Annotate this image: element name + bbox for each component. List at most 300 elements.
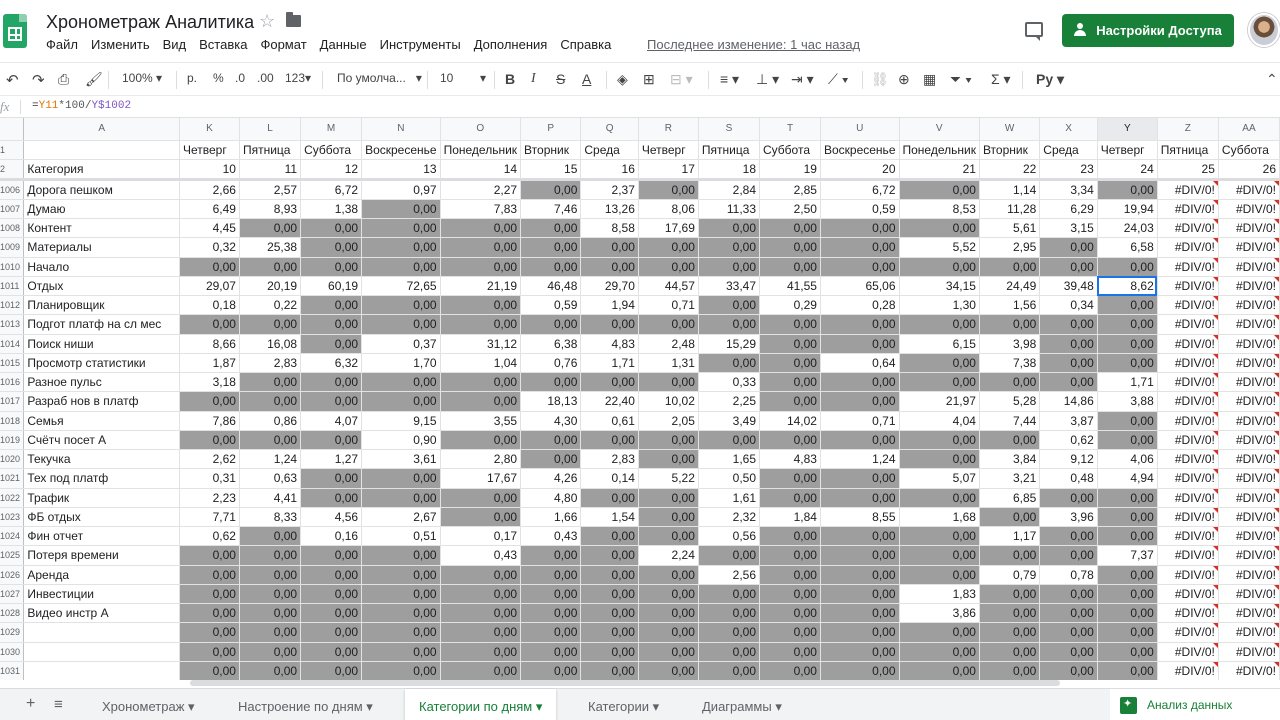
error-cell[interactable]: #DIV/0!: [1157, 430, 1218, 449]
value-cell[interactable]: 18,13: [521, 392, 581, 411]
error-cell[interactable]: #DIV/0!: [1218, 353, 1279, 372]
row-number[interactable]: 1009: [0, 238, 24, 257]
value-cell[interactable]: 0,00: [1097, 527, 1157, 546]
value-cell[interactable]: 0,00: [239, 219, 300, 238]
day-header-cell[interactable]: Понедельник: [899, 140, 979, 159]
value-cell[interactable]: 0,00: [362, 199, 441, 218]
value-cell[interactable]: 5,07: [899, 469, 979, 488]
value-cell[interactable]: 0,43: [440, 546, 520, 565]
error-cell[interactable]: #DIV/0!: [1157, 661, 1218, 680]
value-cell[interactable]: 6,38: [521, 334, 581, 353]
menu-item[interactable]: Формат: [260, 37, 307, 52]
row-number[interactable]: 1031: [0, 661, 24, 680]
row-number[interactable]: 1007: [0, 199, 24, 218]
error-cell[interactable]: #DIV/0!: [1218, 430, 1279, 449]
value-cell[interactable]: 0,00: [440, 623, 520, 642]
row-number[interactable]: 1011: [0, 276, 24, 295]
value-cell[interactable]: 0,00: [760, 373, 821, 392]
day-header-cell[interactable]: Четверг: [1097, 140, 1157, 159]
bold-button[interactable]: B: [505, 71, 516, 87]
day-header-cell[interactable]: Среда: [1040, 140, 1097, 159]
value-cell[interactable]: 0,00: [179, 604, 239, 623]
value-cell[interactable]: 0,00: [581, 584, 638, 603]
value-cell[interactable]: 0,00: [1097, 488, 1157, 507]
merge-cells-icon[interactable]: ⊟ ▾: [670, 71, 693, 87]
day-number-cell[interactable]: 17: [638, 159, 698, 179]
all-sheets-icon[interactable]: ≡: [54, 696, 63, 713]
value-cell[interactable]: 0,00: [979, 315, 1039, 334]
day-number-cell[interactable]: 12: [301, 159, 362, 179]
value-cell[interactable]: 0,00: [440, 257, 520, 276]
row-number[interactable]: 1006: [0, 179, 24, 199]
value-cell[interactable]: 29,07: [179, 276, 239, 295]
day-number-cell[interactable]: 18: [698, 159, 759, 179]
value-cell[interactable]: 0,00: [1097, 507, 1157, 526]
value-cell[interactable]: 0,00: [179, 642, 239, 661]
value-cell[interactable]: 8,58: [581, 219, 638, 238]
menu-item[interactable]: Дополнения: [473, 37, 548, 52]
day-header-cell[interactable]: Вторник: [521, 140, 581, 159]
value-cell[interactable]: 0,51: [362, 527, 441, 546]
value-cell[interactable]: 14,86: [1040, 392, 1097, 411]
value-cell[interactable]: 0,00: [899, 179, 979, 199]
value-cell[interactable]: 0,62: [1040, 430, 1097, 449]
row-number[interactable]: 1024: [0, 527, 24, 546]
value-cell[interactable]: 2,95: [979, 238, 1039, 257]
column-header[interactable]: Q: [581, 118, 638, 140]
value-cell[interactable]: 0,00: [581, 527, 638, 546]
row-number[interactable]: 1008: [0, 219, 24, 238]
day-number-cell[interactable]: 13: [362, 159, 441, 179]
value-cell[interactable]: 1,14: [979, 179, 1039, 199]
value-cell[interactable]: 6,72: [301, 179, 362, 199]
value-cell[interactable]: 0,00: [1040, 257, 1097, 276]
day-number-cell[interactable]: 15: [521, 159, 581, 179]
value-cell[interactable]: 0,00: [1097, 257, 1157, 276]
last-edit-link[interactable]: Последнее изменение: 1 час назад: [647, 37, 861, 52]
share-button[interactable]: [1062, 14, 1234, 47]
row-number[interactable]: 1014: [0, 334, 24, 353]
error-cell[interactable]: #DIV/0!: [1157, 257, 1218, 276]
value-cell[interactable]: 0,00: [899, 373, 979, 392]
value-cell[interactable]: 0,00: [820, 488, 899, 507]
value-cell[interactable]: 0,00: [820, 257, 899, 276]
category-name-cell[interactable]: Думаю: [24, 199, 180, 218]
value-cell[interactable]: 3,87: [1040, 411, 1097, 430]
value-cell[interactable]: 0,00: [301, 642, 362, 661]
value-cell[interactable]: 0,00: [760, 353, 821, 372]
column-header[interactable]: S: [698, 118, 759, 140]
value-cell[interactable]: 0,00: [301, 238, 362, 257]
value-cell[interactable]: 72,65: [362, 276, 441, 295]
day-number-cell[interactable]: 23: [1040, 159, 1097, 179]
value-cell[interactable]: 4,80: [521, 488, 581, 507]
value-cell[interactable]: 0,00: [239, 604, 300, 623]
tab-sheet-5[interactable]: Диаграммы ▾: [702, 699, 782, 714]
value-cell[interactable]: 6,72: [820, 179, 899, 199]
value-cell[interactable]: 2,85: [760, 179, 821, 199]
value-cell[interactable]: 0,00: [521, 565, 581, 584]
row-number[interactable]: 1018: [0, 411, 24, 430]
error-cell[interactable]: #DIV/0!: [1218, 661, 1279, 680]
folder-icon[interactable]: [286, 15, 301, 27]
error-cell[interactable]: #DIV/0!: [1218, 373, 1279, 392]
value-cell[interactable]: 1,17: [979, 527, 1039, 546]
value-cell[interactable]: 0,00: [521, 257, 581, 276]
value-cell[interactable]: 2,25: [698, 392, 759, 411]
error-cell[interactable]: #DIV/0!: [1157, 527, 1218, 546]
value-cell[interactable]: 1,84: [760, 507, 821, 526]
value-cell[interactable]: 0,00: [820, 469, 899, 488]
value-cell[interactable]: 0,00: [638, 488, 698, 507]
value-cell[interactable]: 6,49: [179, 199, 239, 218]
value-cell[interactable]: 4,94: [1097, 469, 1157, 488]
text-rotation-icon[interactable]: ⟋ ▾: [828, 71, 849, 87]
value-cell[interactable]: 0,76: [521, 353, 581, 372]
value-cell[interactable]: 0,00: [899, 315, 979, 334]
error-cell[interactable]: #DIV/0!: [1157, 642, 1218, 661]
category-name-cell[interactable]: Видео инстр А: [24, 604, 180, 623]
value-cell[interactable]: 0,00: [301, 315, 362, 334]
value-cell[interactable]: 0,00: [440, 565, 520, 584]
value-cell[interactable]: 0,00: [1040, 527, 1097, 546]
error-cell[interactable]: #DIV/0!: [1157, 276, 1218, 295]
value-cell[interactable]: 0,00: [820, 623, 899, 642]
error-cell[interactable]: #DIV/0!: [1157, 315, 1218, 334]
value-cell[interactable]: 0,00: [440, 488, 520, 507]
day-number-cell[interactable]: 22: [979, 159, 1039, 179]
functions-icon[interactable]: Σ ▾: [991, 71, 1011, 87]
value-cell[interactable]: 4,83: [581, 334, 638, 353]
error-cell[interactable]: #DIV/0!: [1157, 238, 1218, 257]
error-cell[interactable]: #DIV/0!: [1218, 296, 1279, 315]
day-number-cell[interactable]: 14: [440, 159, 520, 179]
value-cell[interactable]: 0,28: [820, 296, 899, 315]
day-header-cell[interactable]: Понедельник: [440, 140, 520, 159]
value-cell[interactable]: 0,00: [698, 315, 759, 334]
value-cell[interactable]: 0,00: [899, 450, 979, 469]
value-cell[interactable]: 0,00: [698, 661, 759, 680]
value-cell[interactable]: 0,00: [581, 488, 638, 507]
value-cell[interactable]: 0,18: [179, 296, 239, 315]
value-cell[interactable]: 0,00: [440, 373, 520, 392]
value-cell[interactable]: 0,00: [760, 527, 821, 546]
value-cell[interactable]: 0,00: [760, 238, 821, 257]
value-cell[interactable]: 0,79: [979, 565, 1039, 584]
value-cell[interactable]: 0,32: [179, 238, 239, 257]
value-cell[interactable]: 0,61: [581, 411, 638, 430]
value-cell[interactable]: 3,21: [979, 469, 1039, 488]
value-cell[interactable]: 0,00: [698, 623, 759, 642]
value-cell[interactable]: 8,06: [638, 199, 698, 218]
value-cell[interactable]: 0,00: [1097, 430, 1157, 449]
value-cell[interactable]: 3,86: [899, 604, 979, 623]
value-cell[interactable]: 0,00: [760, 430, 821, 449]
tab-sheet-1[interactable]: Хронометраж ▾: [102, 699, 195, 714]
value-cell[interactable]: 0,00: [1040, 238, 1097, 257]
value-cell[interactable]: 3,88: [1097, 392, 1157, 411]
sheets-logo-icon[interactable]: [3, 14, 27, 48]
value-cell[interactable]: 4,30: [521, 411, 581, 430]
value-cell[interactable]: 0,00: [301, 296, 362, 315]
error-cell[interactable]: #DIV/0!: [1157, 488, 1218, 507]
value-cell[interactable]: 5,52: [899, 238, 979, 257]
value-cell[interactable]: 0,00: [239, 527, 300, 546]
row-number[interactable]: 1: [0, 140, 24, 159]
tab-sheet-3-active[interactable]: Категории по дням ▾: [405, 689, 556, 720]
value-cell[interactable]: 0,00: [301, 661, 362, 680]
value-cell[interactable]: 0,00: [362, 623, 441, 642]
value-cell[interactable]: 1,71: [581, 353, 638, 372]
value-cell[interactable]: 0,62: [179, 527, 239, 546]
value-cell[interactable]: 3,34: [1040, 179, 1097, 199]
value-cell[interactable]: 0,00: [301, 392, 362, 411]
category-name-cell[interactable]: Материалы: [24, 238, 180, 257]
percent-button[interactable]: %: [213, 71, 224, 85]
value-cell[interactable]: 8,66: [179, 334, 239, 353]
value-cell[interactable]: 2,83: [239, 353, 300, 372]
value-cell[interactable]: 0,00: [698, 584, 759, 603]
value-cell[interactable]: 2,24: [638, 546, 698, 565]
value-cell[interactable]: 0,00: [521, 546, 581, 565]
value-cell[interactable]: 4,26: [521, 469, 581, 488]
value-cell[interactable]: 2,66: [179, 179, 239, 199]
value-cell[interactable]: 0,00: [521, 373, 581, 392]
value-cell[interactable]: 0,00: [820, 219, 899, 238]
category-name-cell[interactable]: Фин отчет: [24, 527, 180, 546]
value-cell[interactable]: 0,00: [760, 334, 821, 353]
value-cell[interactable]: 31,12: [440, 334, 520, 353]
category-name-cell[interactable]: Семья: [24, 411, 180, 430]
value-cell[interactable]: 14,02: [760, 411, 821, 430]
error-cell[interactable]: #DIV/0!: [1157, 469, 1218, 488]
value-cell[interactable]: 0,00: [899, 527, 979, 546]
row-number[interactable]: 1029: [0, 623, 24, 642]
row-number[interactable]: 1023: [0, 507, 24, 526]
row-number[interactable]: 1013: [0, 315, 24, 334]
value-cell[interactable]: 0,00: [362, 642, 441, 661]
value-cell[interactable]: 0,00: [698, 238, 759, 257]
document-title[interactable]: Хронометраж Аналитика: [46, 12, 255, 32]
value-cell[interactable]: 5,61: [979, 219, 1039, 238]
value-cell[interactable]: 0,00: [1040, 373, 1097, 392]
value-cell[interactable]: 0,63: [239, 469, 300, 488]
value-cell[interactable]: 0,00: [1097, 565, 1157, 584]
error-cell[interactable]: #DIV/0!: [1218, 623, 1279, 642]
value-cell[interactable]: 0,00: [760, 257, 821, 276]
value-cell[interactable]: 0,00: [581, 315, 638, 334]
value-cell[interactable]: 6,58: [1097, 238, 1157, 257]
value-cell[interactable]: 11,33: [698, 199, 759, 218]
value-cell[interactable]: 0,00: [899, 257, 979, 276]
value-cell[interactable]: 0,00: [1097, 315, 1157, 334]
value-cell[interactable]: 5,28: [979, 392, 1039, 411]
value-cell[interactable]: 0,17: [440, 527, 520, 546]
value-cell[interactable]: 8,53: [899, 199, 979, 218]
value-cell[interactable]: 6,29: [1040, 199, 1097, 218]
value-cell[interactable]: 0,00: [521, 315, 581, 334]
value-cell[interactable]: 0,00: [301, 334, 362, 353]
error-cell[interactable]: #DIV/0!: [1157, 565, 1218, 584]
category-name-cell[interactable]: Подгот платф на сл мес: [24, 315, 180, 334]
category-name-cell[interactable]: Планировщик: [24, 296, 180, 315]
day-header-cell[interactable]: Вторник: [979, 140, 1039, 159]
value-cell[interactable]: 0,00: [638, 584, 698, 603]
value-cell[interactable]: 0,00: [581, 623, 638, 642]
value-cell[interactable]: 22,40: [581, 392, 638, 411]
value-cell[interactable]: 0,00: [521, 661, 581, 680]
value-cell[interactable]: 0,00: [820, 604, 899, 623]
value-cell[interactable]: 2,62: [179, 450, 239, 469]
value-cell[interactable]: 0,00: [1097, 179, 1157, 199]
day-number-cell[interactable]: 19: [760, 159, 821, 179]
error-cell[interactable]: #DIV/0!: [1218, 565, 1279, 584]
font-size-select[interactable]: 10 ▾: [440, 71, 487, 85]
column-header[interactable]: Z: [1157, 118, 1218, 140]
value-cell[interactable]: 0,00: [1097, 584, 1157, 603]
italic-button[interactable]: I: [531, 71, 536, 86]
value-cell[interactable]: 1,68: [899, 507, 979, 526]
menu-item[interactable]: Вставка: [199, 37, 248, 52]
day-number-cell[interactable]: 11: [239, 159, 300, 179]
value-cell[interactable]: 0,16: [301, 527, 362, 546]
value-cell[interactable]: 1,24: [239, 450, 300, 469]
value-cell[interactable]: 0,00: [760, 623, 821, 642]
value-cell[interactable]: 0,00: [820, 527, 899, 546]
value-cell[interactable]: 7,46: [521, 199, 581, 218]
value-cell[interactable]: 46,48: [521, 276, 581, 295]
menu-item[interactable]: Вид: [162, 37, 187, 52]
strikethrough-button[interactable]: S: [556, 71, 566, 87]
value-cell[interactable]: 1,71: [1097, 373, 1157, 392]
value-cell[interactable]: 0,00: [638, 315, 698, 334]
value-cell[interactable]: 0,00: [239, 584, 300, 603]
value-cell[interactable]: 0,00: [899, 219, 979, 238]
row-number[interactable]: 1017: [0, 392, 24, 411]
value-cell[interactable]: 0,56: [698, 527, 759, 546]
day-number-cell[interactable]: 10: [179, 159, 239, 179]
row-number[interactable]: 1022: [0, 488, 24, 507]
value-cell[interactable]: 21,97: [899, 392, 979, 411]
error-cell[interactable]: #DIV/0!: [1157, 296, 1218, 315]
row-number[interactable]: 1030: [0, 642, 24, 661]
value-cell[interactable]: 0,00: [239, 546, 300, 565]
value-cell[interactable]: 3,49: [698, 411, 759, 430]
increase-decimal-button[interactable]: .00: [257, 71, 274, 85]
day-number-cell[interactable]: 16: [581, 159, 638, 179]
column-header[interactable]: AA: [1218, 118, 1279, 140]
category-name-cell[interactable]: Начало: [24, 257, 180, 276]
value-cell[interactable]: 7,37: [1097, 546, 1157, 565]
error-cell[interactable]: #DIV/0!: [1218, 315, 1279, 334]
value-cell[interactable]: 0,78: [1040, 565, 1097, 584]
value-cell[interactable]: 2,84: [698, 179, 759, 199]
value-cell[interactable]: 0,31: [179, 469, 239, 488]
value-cell[interactable]: 0,00: [521, 219, 581, 238]
value-cell[interactable]: 0,00: [820, 392, 899, 411]
value-cell[interactable]: 0,00: [362, 488, 441, 507]
category-name-cell[interactable]: [24, 661, 180, 680]
value-cell[interactable]: 9,12: [1040, 450, 1097, 469]
value-cell[interactable]: 0,00: [362, 546, 441, 565]
value-cell[interactable]: 0,00: [362, 584, 441, 603]
value-cell[interactable]: 0,00: [440, 392, 520, 411]
category-name-cell[interactable]: Инвестиции: [24, 584, 180, 603]
value-cell[interactable]: 1,27: [301, 450, 362, 469]
more-formats-select[interactable]: 123▾: [285, 71, 312, 85]
category-name-cell[interactable]: Текучка: [24, 450, 180, 469]
value-cell[interactable]: 0,00: [521, 584, 581, 603]
menu-item[interactable]: Справка: [560, 37, 612, 52]
value-cell[interactable]: 0,90: [362, 430, 441, 449]
value-cell[interactable]: 0,00: [979, 430, 1039, 449]
value-cell[interactable]: 0,00: [820, 238, 899, 257]
tab-sheet-4[interactable]: Категории ▾: [588, 699, 660, 714]
value-cell[interactable]: 0,00: [899, 642, 979, 661]
error-cell[interactable]: #DIV/0!: [1157, 411, 1218, 430]
select-all-corner[interactable]: [0, 118, 24, 140]
value-cell[interactable]: 0,00: [239, 430, 300, 449]
value-cell[interactable]: 1,66: [521, 507, 581, 526]
undo-icon[interactable]: ↶: [6, 72, 19, 89]
redo-icon[interactable]: ↷: [32, 72, 45, 89]
value-cell[interactable]: 0,00: [581, 604, 638, 623]
value-cell[interactable]: 0,00: [362, 238, 441, 257]
value-cell[interactable]: 6,85: [979, 488, 1039, 507]
value-cell[interactable]: 19,94: [1097, 199, 1157, 218]
value-cell[interactable]: 0,00: [440, 219, 520, 238]
value-cell[interactable]: 0,00: [440, 604, 520, 623]
value-cell[interactable]: 0,00: [440, 238, 520, 257]
value-cell[interactable]: 0,00: [899, 565, 979, 584]
value-cell[interactable]: 0,00: [440, 584, 520, 603]
error-cell[interactable]: #DIV/0!: [1218, 488, 1279, 507]
value-cell[interactable]: 1,56: [979, 296, 1039, 315]
vertical-align-icon[interactable]: ⊥ ▾: [756, 71, 780, 87]
row-number[interactable]: 1026: [0, 565, 24, 584]
value-cell[interactable]: 0,22: [239, 296, 300, 315]
error-cell[interactable]: #DIV/0!: [1218, 450, 1279, 469]
value-cell[interactable]: 0,00: [1040, 661, 1097, 680]
error-cell[interactable]: #DIV/0!: [1157, 392, 1218, 411]
value-cell[interactable]: 0,00: [979, 661, 1039, 680]
explore-button[interactable]: [1110, 689, 1280, 720]
value-cell[interactable]: 0,00: [979, 642, 1039, 661]
value-cell[interactable]: 0,00: [1097, 296, 1157, 315]
row-number[interactable]: 1020: [0, 450, 24, 469]
value-cell[interactable]: 60,19: [301, 276, 362, 295]
value-cell[interactable]: 0,00: [179, 392, 239, 411]
category-name-cell[interactable]: Аренда: [24, 565, 180, 584]
value-cell[interactable]: 0,00: [362, 373, 441, 392]
error-cell[interactable]: #DIV/0!: [1157, 179, 1218, 199]
value-cell[interactable]: 5,22: [638, 469, 698, 488]
value-cell[interactable]: 0,00: [1040, 353, 1097, 372]
value-cell[interactable]: 0,59: [521, 296, 581, 315]
value-cell[interactable]: 11,28: [979, 199, 1039, 218]
value-cell[interactable]: 2,37: [581, 179, 638, 199]
category-name-cell[interactable]: Счётч посет А: [24, 430, 180, 449]
column-header[interactable]: L: [239, 118, 300, 140]
value-cell[interactable]: 0,00: [698, 257, 759, 276]
menu-item[interactable]: Инструменты: [379, 37, 461, 52]
value-cell[interactable]: 8,33: [239, 507, 300, 526]
value-cell[interactable]: 1,70: [362, 353, 441, 372]
filter-icon[interactable]: ⏷ ▾: [950, 71, 972, 87]
value-cell[interactable]: 0,00: [521, 450, 581, 469]
category-name-cell[interactable]: ФБ отдых: [24, 507, 180, 526]
value-cell[interactable]: 0,00: [698, 430, 759, 449]
